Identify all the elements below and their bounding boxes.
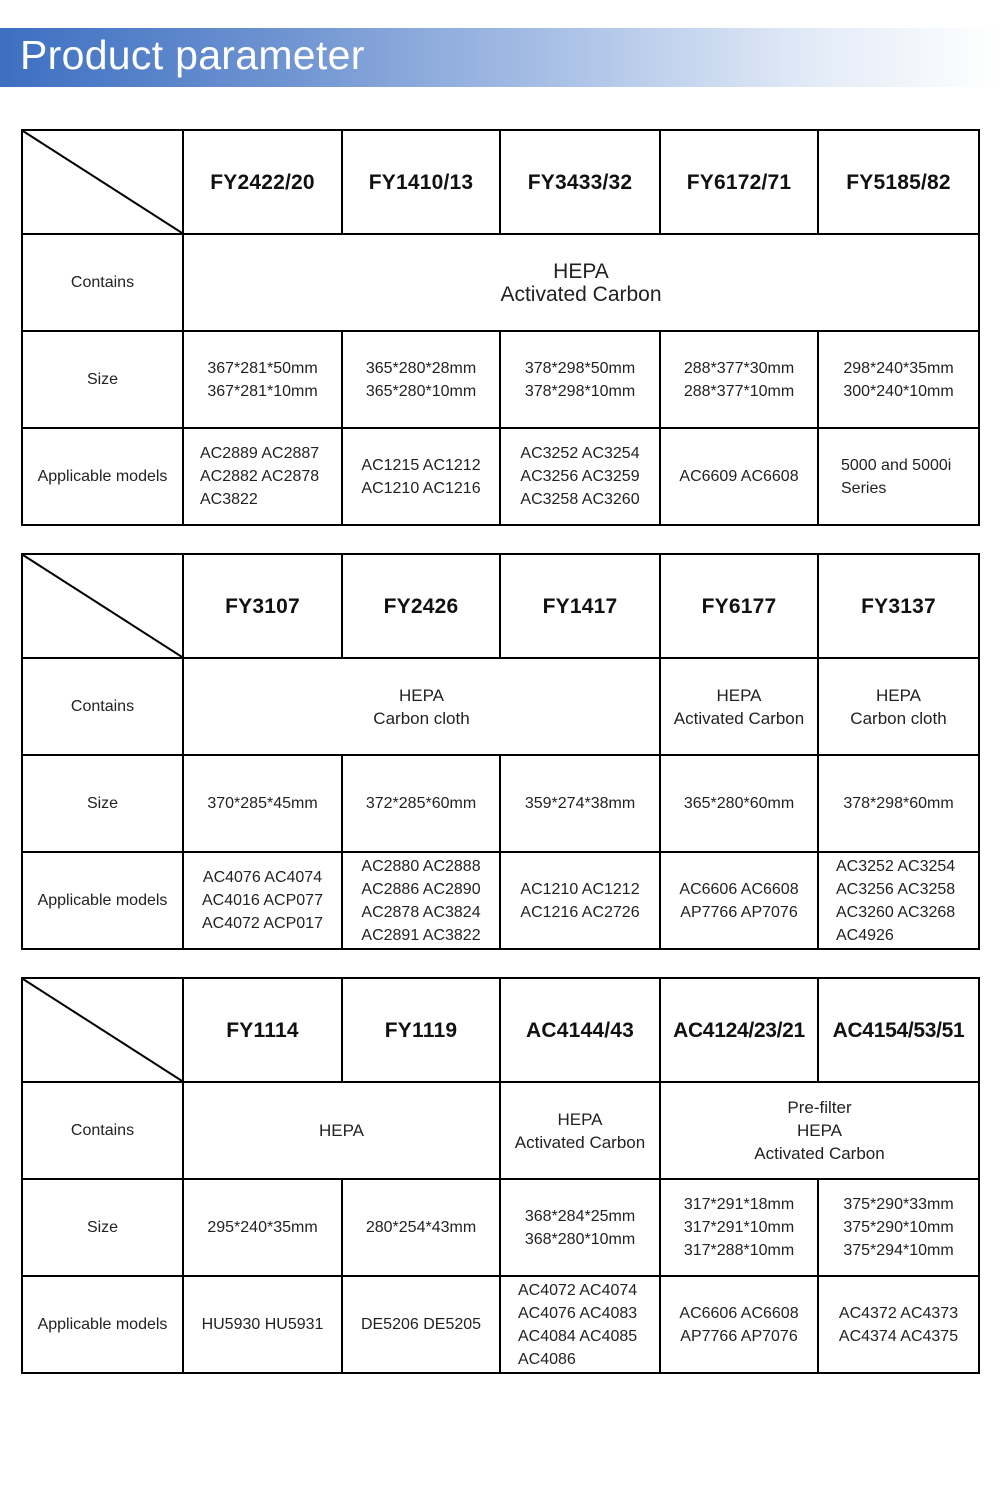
contains-cell: HEPA	[183, 1082, 500, 1179]
size-cell: 370*285*45mm	[183, 755, 342, 852]
models-cell: AC6606 AC6608 AP7766 AP7076	[660, 1276, 818, 1373]
applicable-row	[22, 852, 979, 949]
row-label-contains: Contains	[22, 1082, 183, 1179]
row-label-size: Size	[22, 331, 183, 428]
size-cell: 295*240*35mm	[183, 1179, 342, 1276]
model-header: FY1417	[500, 554, 660, 658]
size-cell: 378*298*50mm 378*298*10mm	[500, 331, 660, 428]
size-cell: 280*254*43mm	[342, 1179, 500, 1276]
models-cell: AC6606 AC6608 AP7766 AP7076	[660, 852, 818, 949]
size-cell: 367*281*50mm 367*281*10mm	[183, 331, 342, 428]
header-banner	[0, 28, 1000, 87]
row-label-applicable: Applicable models	[22, 428, 183, 525]
contains-cell: HEPA Activated Carbon	[660, 658, 818, 755]
row-label-applicable: Applicable models	[22, 1276, 183, 1373]
contains-cell: HEPA Carbon cloth	[183, 658, 660, 755]
size-cell: 359*274*38mm	[500, 755, 660, 852]
row-label-size: Size	[22, 755, 183, 852]
contains-row	[22, 1082, 979, 1179]
row-label-contains: Contains	[22, 234, 183, 331]
model-header-row	[22, 130, 979, 234]
model-header: FY6177	[660, 554, 818, 658]
models-cell: AC2880 AC2888 AC2886 AC2890 AC2878 AC3824 AC2891 AC3822	[342, 852, 500, 949]
model-header: FY3107	[183, 554, 342, 658]
models-cell: AC1210 AC1212 AC1216 AC2726	[500, 852, 660, 949]
contains-row	[22, 234, 979, 331]
row-label-size: Size	[22, 1179, 183, 1276]
applicable-row	[22, 428, 979, 525]
size-cell: 372*285*60mm	[342, 755, 500, 852]
model-header: AC4144/43	[500, 978, 660, 1082]
model-header: FY3433/32	[500, 130, 660, 234]
models-cell: AC3252 AC3254 AC3256 AC3259 AC3258 AC3260	[500, 428, 660, 525]
models-cell: AC2889 AC2887 AC2882 AC2878 AC3822	[183, 428, 342, 525]
size-cell: 298*240*35mm 300*240*10mm	[818, 331, 979, 428]
corner-diagonal-cell	[22, 130, 183, 234]
models-cell: 5000 and 5000i Series	[818, 428, 979, 525]
model-header: FY1119	[342, 978, 500, 1082]
row-label-applicable: Applicable models	[22, 852, 183, 949]
size-cell: 368*284*25mm 368*280*10mm	[500, 1179, 660, 1276]
size-cell: 317*291*18mm 317*291*10mm 317*288*10mm	[660, 1179, 818, 1276]
row-label-contains: Contains	[22, 658, 183, 755]
size-cell: 375*290*33mm 375*290*10mm 375*294*10mm	[818, 1179, 979, 1276]
models-cell: AC3252 AC3254 AC3256 AC3258 AC3260 AC3268 AC4926	[818, 852, 979, 949]
models-cell: DE5206 DE5205	[342, 1276, 500, 1373]
model-header: FY2422/20	[183, 130, 342, 234]
size-row	[22, 1179, 979, 1276]
model-header: FY6172/71	[660, 130, 818, 234]
corner-diagonal-cell	[22, 554, 183, 658]
spec-table-1	[21, 129, 980, 526]
model-header: AC4124/23/21	[660, 978, 818, 1082]
size-row	[22, 755, 979, 852]
model-header-row	[22, 978, 979, 1082]
applicable-row	[22, 1276, 979, 1373]
contains-cell: Pre-filter HEPA Activated Carbon	[660, 1082, 979, 1179]
model-header: FY2426	[342, 554, 500, 658]
model-header: FY1410/13	[342, 130, 500, 234]
size-cell: 288*377*30mm 288*377*10mm	[660, 331, 818, 428]
model-header: FY5185/82	[818, 130, 979, 234]
diagonal-line	[23, 131, 182, 233]
models-cell: AC1215 AC1212 AC1210 AC1216	[342, 428, 500, 525]
models-cell: AC4072 AC4074 AC4076 AC4083 AC4084 AC4085 AC4086	[500, 1276, 660, 1373]
size-cell: 378*298*60mm	[818, 755, 979, 852]
spec-table-2	[21, 553, 980, 950]
model-header: AC4154/53/51	[818, 978, 979, 1082]
size-row	[22, 331, 979, 428]
models-cell: AC4372 AC4373 AC4374 AC4375	[818, 1276, 979, 1373]
models-cell: AC4076 AC4074 AC4016 ACP077 AC4072 ACP017	[183, 852, 342, 949]
contains-cell: HEPA Activated Carbon	[500, 1082, 660, 1179]
model-header: FY3137	[818, 554, 979, 658]
contains-cell: HEPA Activated Carbon	[183, 234, 979, 331]
diagonal-line	[23, 555, 182, 657]
spec-table-3	[21, 977, 980, 1374]
contains-cell: HEPA Carbon cloth	[818, 658, 979, 755]
size-cell: 365*280*28mm 365*280*10mm	[342, 331, 500, 428]
model-header-row	[22, 554, 979, 658]
diagonal-line	[23, 979, 182, 1081]
corner-diagonal-cell	[22, 978, 183, 1082]
models-cell: AC6609 AC6608	[660, 428, 818, 525]
models-cell: HU5930 HU5931	[183, 1276, 342, 1373]
model-header: FY1114	[183, 978, 342, 1082]
size-cell: 365*280*60mm	[660, 755, 818, 852]
page-title: Product parameter	[20, 32, 365, 78]
contains-row	[22, 658, 979, 755]
